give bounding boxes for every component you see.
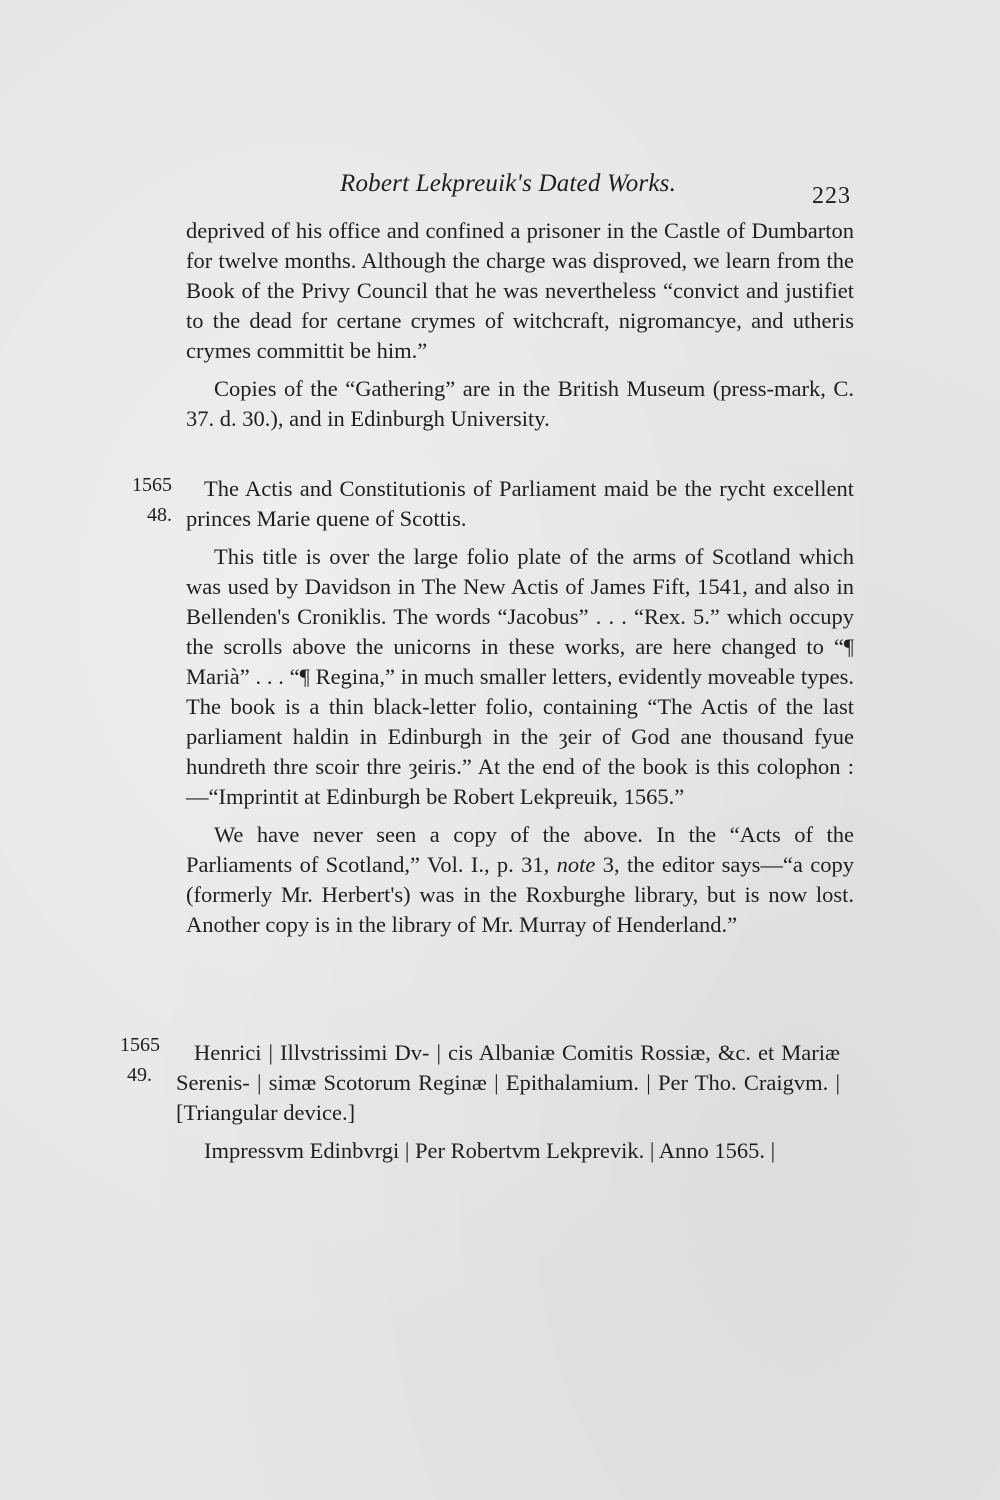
entry-48-year: 1565 — [132, 474, 172, 496]
page-number: 223 — [812, 183, 851, 209]
continuation-paragraph: deprived of his office and confined a prisoner in the Castle of Dumbarton for twelve months. Although the charge was disproved, we learn from the Book of the Privy Council that he was nevertheless “convict and justifiet to the dead for certane crymes of witchcraft, nigromancye, and utheris crymes committit be him.” — [186, 218, 854, 363]
entry-48 — [186, 474, 854, 940]
continuation-text — [186, 216, 854, 434]
entry-48-description: This title is over the large folio plate of the arms of Scotland which was used by Davidson in The New Actis of James Fift, 1541, and also in Bellenden's Croniklis. The words “Jacobus” . . . “Rex. 5.” which occupy the scrolls above the unicorns in these works, are here changed to “¶ Marià” . . . “¶ Regina,” in much smaller letters, evidently moveable types. The book is a thin black-letter folio, containing “The Actis of the last parliament haldin in Edinburgh in the ȝeir of God ane thousand fyue hundreth thre scoir thre ȝeiris.” At the end of the book is this colophon :—“Imprintit at Edinburgh be Robert Lekpreuik, 1565.” — [186, 544, 854, 809]
entry-48-number: 48. — [147, 504, 172, 526]
note-text-after: 3, the editor says—“a copy (formerly Mr. Herbert's) was in the Roxburghe library, but is now lost. Another copy is in the library of Mr. Murray of Henderland.” — [186, 852, 854, 937]
entry-49 — [176, 1038, 840, 1166]
entry-49-title: Henrici | Illvstrissimi Dv- | cis Albaniæ Comitis Rossiæ, &c. et Mariæ Serenis- | simæ Scotorum Reginæ | Epithalamium. | Per Tho. Craigvm. | [Triangular device.] — [176, 1040, 840, 1125]
entry-49-year: 1565 — [120, 1034, 160, 1056]
entry-49-imprint: Impressvm Edinbvrgi | Per Robertvm Lekprevik. | Anno 1565. | — [204, 1138, 776, 1163]
entry-48-note-paragraph — [186, 820, 854, 940]
running-title: Robert Lekpreuik's Dated Works. — [340, 170, 677, 197]
note-word: note — [556, 852, 596, 877]
note-text-before: We have never seen a copy of the above. In the “Acts of the Parliaments of Scotland,” Vol. I., p. 31, — [186, 822, 854, 877]
entry-48-title: The Actis and Constitutionis of Parliament maid be the rycht excellent princes Marie quene of Scottis. — [186, 476, 854, 531]
entry-49-number: 49. — [127, 1064, 152, 1086]
copies-paragraph: Copies of the “Gathering” are in the British Museum (press-mark, C. 37. d. 30.), and in Edinburgh University. — [186, 376, 854, 431]
